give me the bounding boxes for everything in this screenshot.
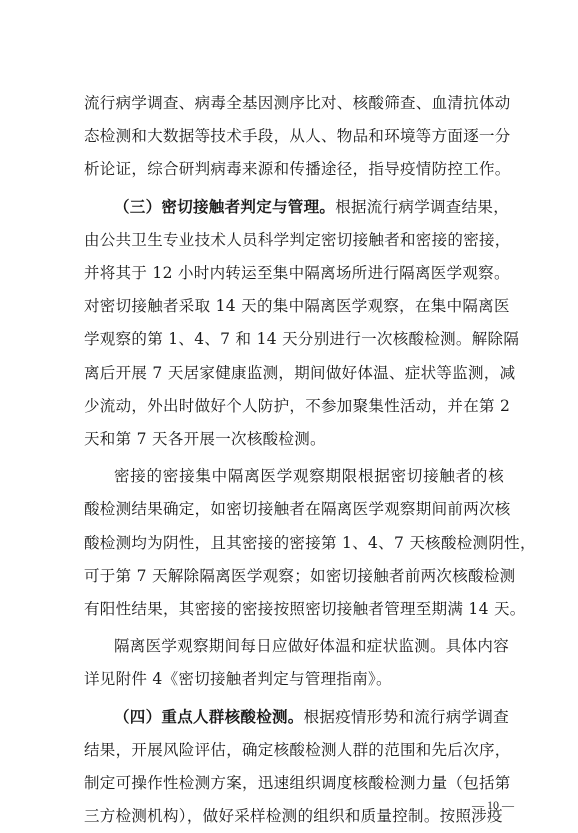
body-text-line: 详见附件 4《密切接触者判定与管理指南》。: [84, 670, 392, 689]
body-text-line: 天和第 7 天各开展一次核酸检测。: [84, 430, 326, 448]
body-text-line: 可于第 7 天解除隔离医学观察；如密切接触者前两次核酸检测: [84, 566, 516, 585]
body-text-line: 离后开展 7 天居家健康监测，期间做好体温、症状等监测，减: [84, 363, 516, 382]
body-text-run: 根据疫情形势和流行病学调查: [303, 707, 510, 726]
section-heading-line: [114, 700, 510, 734]
body-text-line: 酸检测均为阴性，且其密接的密接第 1、4、7 天核酸检测阴性，: [84, 533, 536, 552]
section-heading-line: [114, 190, 510, 224]
body-text-line: 制定可操作性检测方案，迅速组织调度核酸检测力量（包括第: [84, 774, 511, 792]
body-text-line: 有阳性结果，其密接的密接按照密切接触者管理至期满 14 天。: [84, 600, 526, 618]
body-text-line: 对密切接触者采取 14 天的集中隔离医学观察，在集中隔离医: [84, 297, 510, 316]
body-text-line: 三方检测机构），做好采样检测的组织和质量控制。按照涉疫: [84, 807, 503, 826]
body-text-line: 密接的密接集中隔离医学观察期限根据密切接触者的核: [114, 467, 504, 486]
section-heading-key-population: （四）重点人群核酸检测。: [114, 707, 304, 726]
body-text-line: 析论证，综合研判病毒来源和传播途径，指导疫情防控工作。: [84, 160, 511, 179]
body-text-line: 流行病学调查、病毒全基因测序比对、核酸筛查、血清抗体动: [84, 94, 511, 112]
section-heading-close-contact: （三）密切接触者判定与管理。: [114, 197, 336, 216]
body-text-line: 结果，开展风险评估，确定核酸检测人群的范围和先后次序，: [84, 740, 511, 759]
body-text-line: 隔离医学观察期间每日应做好体温和症状监测。具体内容: [114, 637, 510, 656]
body-text-line: 酸检测结果确定，如密切接触者在隔离医学观察期间前两次核: [84, 500, 511, 519]
body-text-line: 学观察的第 1、4、7 和 14 天分别进行一次核酸检测。解除隔: [84, 330, 520, 349]
body-text-run: 根据流行病学调查结果，: [335, 197, 510, 216]
body-text-line: 态检测和大数据等技术手段，从人、物品和环境等方面逐一分: [84, 127, 511, 146]
page-number: — 10 —: [472, 798, 514, 812]
body-text-line: 并将其于 12 小时内转运至集中隔离场所进行隔离医学观察。: [84, 264, 510, 282]
body-text-line: 由公共卫生专业技术人员科学判定密切接触者和密接的密接，: [84, 230, 511, 249]
body-text-line: 少流动，外出时做好个人防护，不参加聚集性活动，并在第 2: [84, 396, 511, 415]
